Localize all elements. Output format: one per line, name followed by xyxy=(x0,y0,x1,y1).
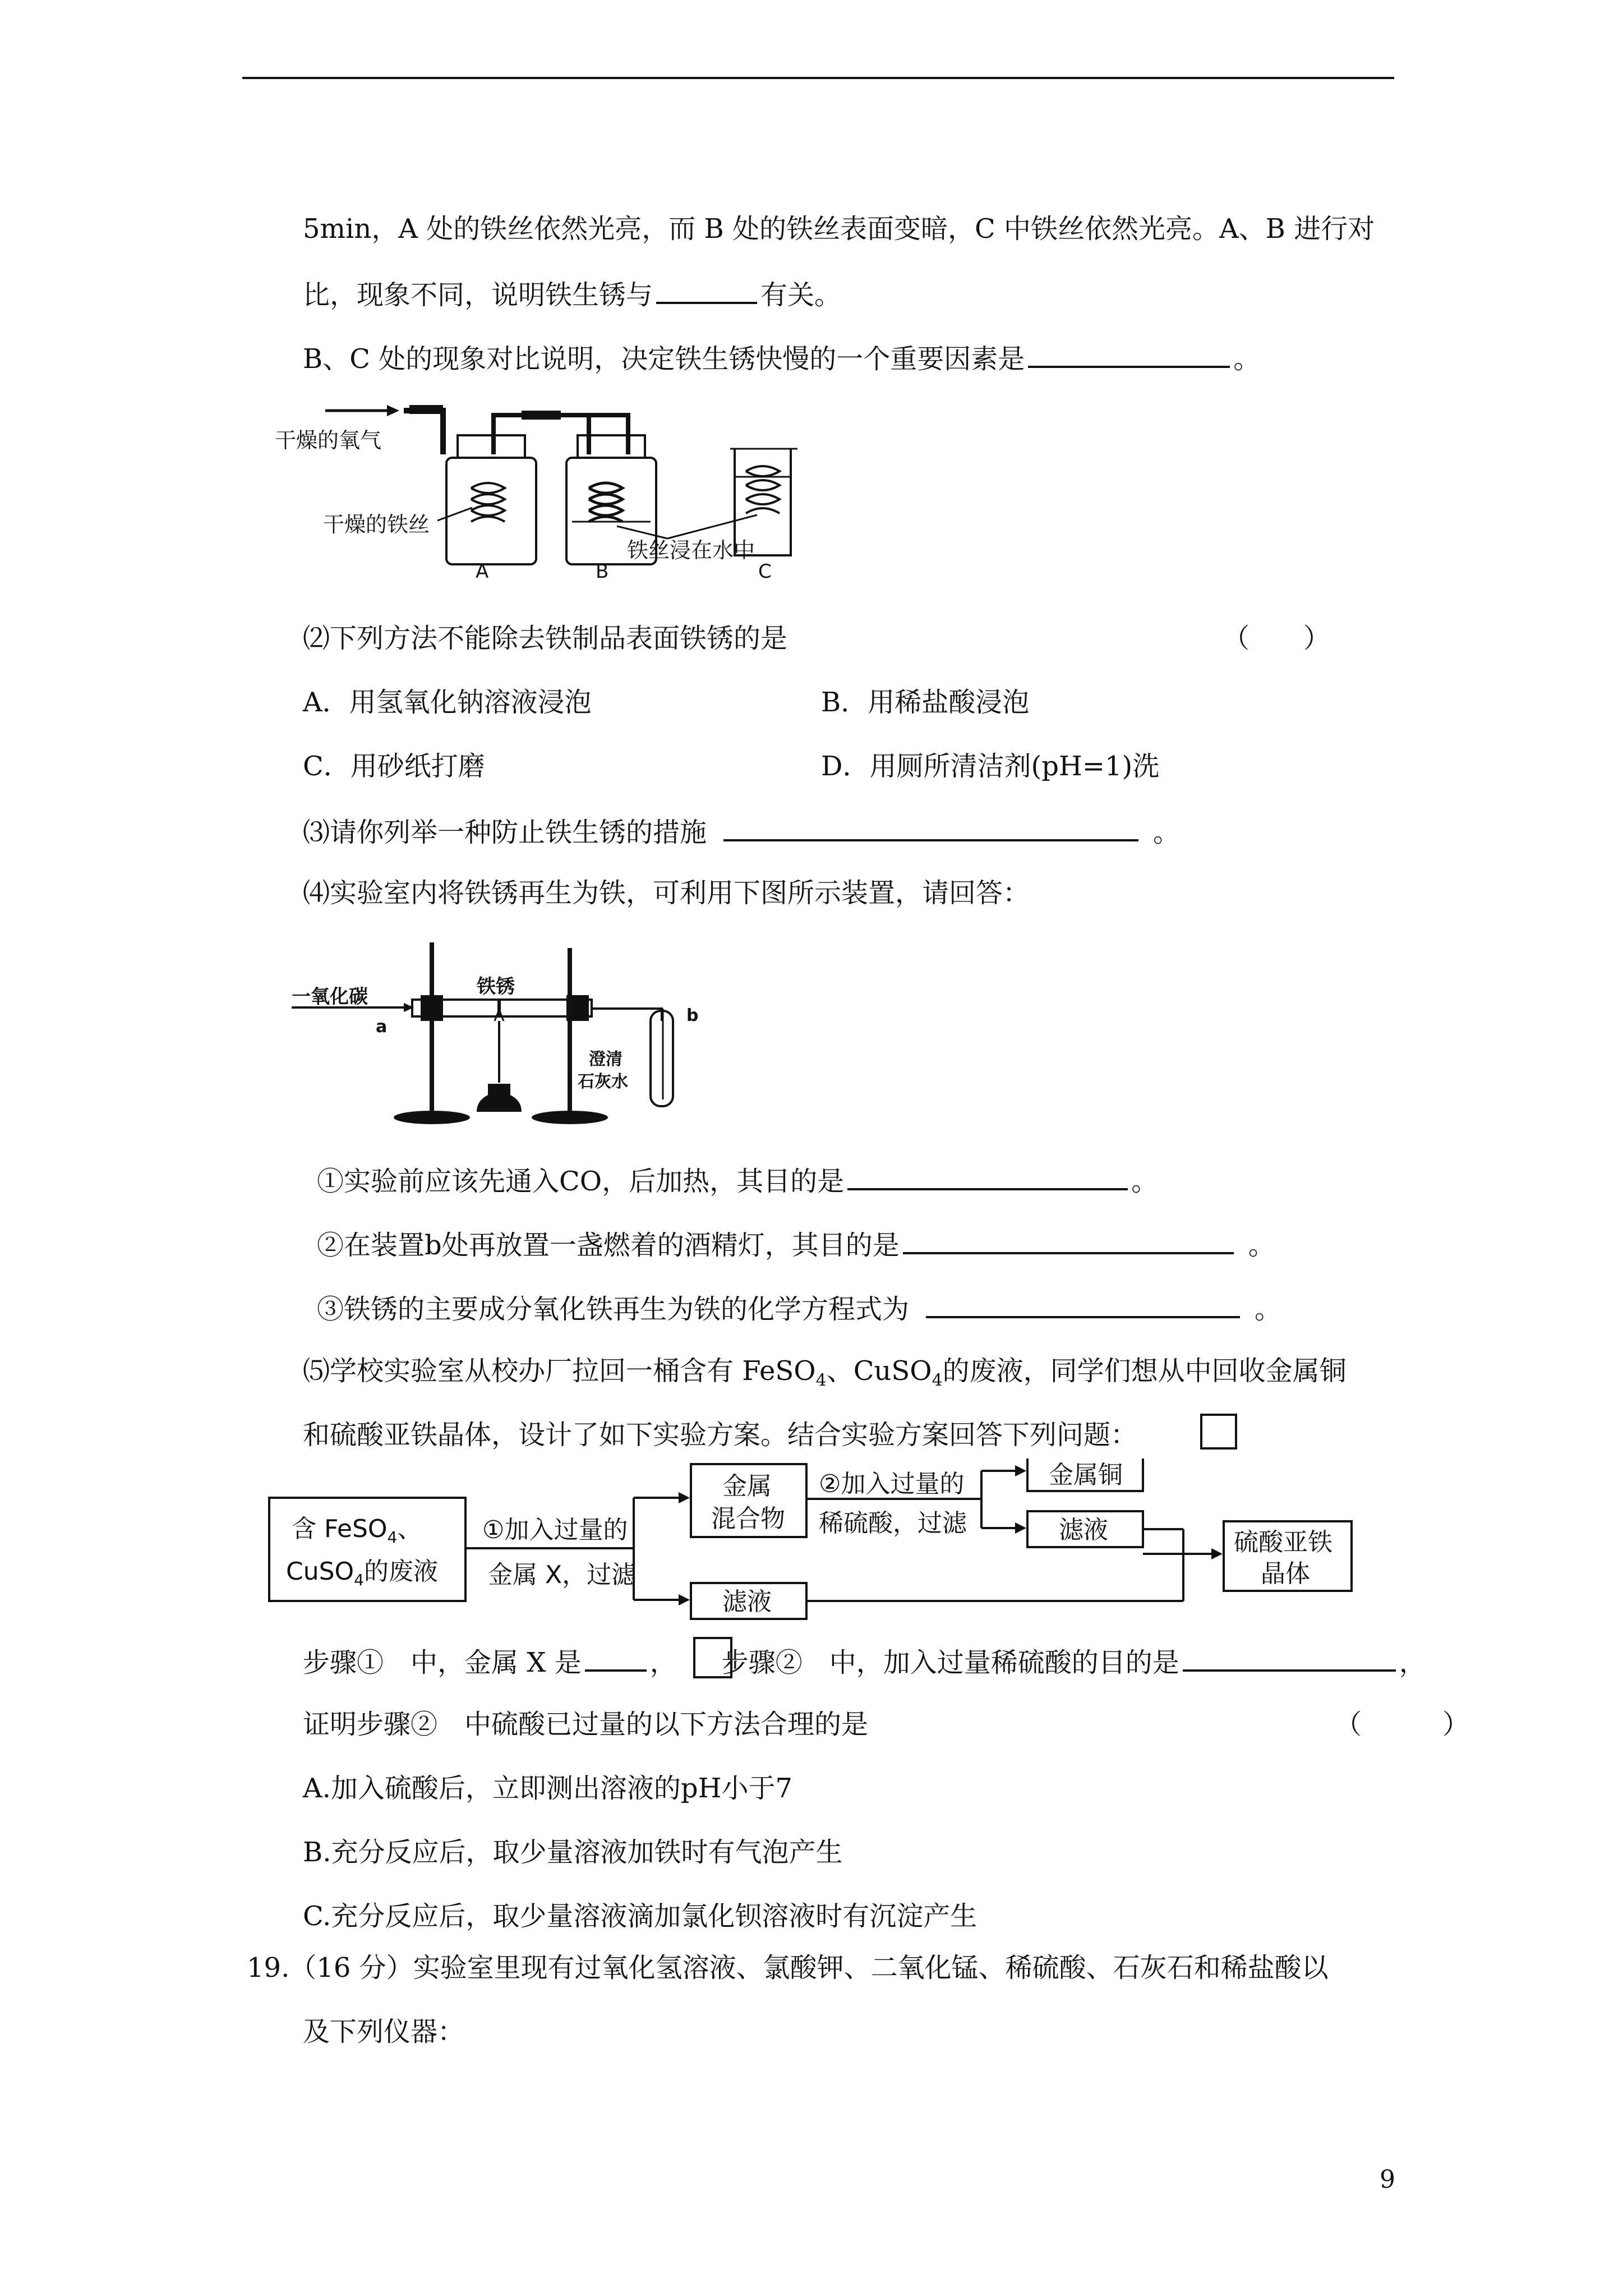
sub-question-3 xyxy=(317,1290,1281,1326)
text-span: 的废液，同学们想从中回收金属铜 xyxy=(942,1355,1347,1387)
box-filtrate-2-label: 滤液 xyxy=(1059,1516,1108,1544)
answer-blank[interactable] xyxy=(1028,340,1230,368)
box-waste-line2: CuSO$_4$的废液 xyxy=(286,1557,438,1589)
text-span: 。 xyxy=(1153,817,1181,848)
para-line-2 xyxy=(303,276,841,312)
arrow-2-label-a: ②加入过量的 xyxy=(819,1470,965,1498)
figure-co-reduction-apparatus xyxy=(292,937,729,1128)
label-B: B xyxy=(596,560,609,583)
question-3 xyxy=(303,813,1180,849)
sub-question-2 xyxy=(317,1226,1275,1262)
answer-blank[interactable] xyxy=(585,1644,647,1672)
para-line-3 xyxy=(303,340,1260,376)
prove-option-a: A.加入硫酸后，立即测出溶液的pH小于7 xyxy=(303,1773,793,1804)
text-span: 步骤① 中，金属 X 是 xyxy=(303,1647,582,1678)
step-line xyxy=(303,1644,1426,1680)
answer-blank[interactable] xyxy=(926,1290,1240,1318)
prove-option-b: B.充分反应后，取少量溶液加铁时有气泡产生 xyxy=(303,1837,843,1868)
text-span: B、C 处的现象对比说明，决定铁生锈快慢的一个重要因素是 xyxy=(303,343,1025,375)
text-span: 。 xyxy=(1255,1294,1282,1325)
box-waste-line1: 含 FeSO$_4$、 xyxy=(292,1515,422,1547)
arrow-1-label-b: 金属 X，过滤 xyxy=(488,1561,637,1589)
flowchart-recovery xyxy=(264,1458,1374,1627)
text-span: ⑶请你列举一种防止铁生锈的措施 xyxy=(303,817,707,848)
label-limewater-2: 石灰水 xyxy=(578,1072,628,1092)
text-span: ， xyxy=(1399,1647,1426,1678)
question-4: ⑷实验室内将铁锈再生为铁，可利用下图所示装置，请回答： xyxy=(303,877,1030,909)
subscript: 4 xyxy=(932,1370,943,1391)
page-number: 9 xyxy=(1380,2165,1395,2194)
box-copper-label: 金属铜 xyxy=(1049,1461,1123,1489)
label-b: b xyxy=(686,1006,699,1025)
label-rust: 铁锈 xyxy=(477,976,515,998)
question-5-line-2: 和硫酸亚铁晶体，设计了如下实验方案。结合实验方案回答下列问题： xyxy=(303,1419,1138,1451)
question-19-line-2: 及下列仪器： xyxy=(303,2016,465,2047)
answer-blank[interactable] xyxy=(656,276,757,304)
label-A: A xyxy=(476,560,489,583)
question-5-line-1 xyxy=(303,1354,1347,1398)
answer-blank[interactable] xyxy=(1183,1644,1396,1672)
box-crystal-line2: 晶体 xyxy=(1261,1559,1310,1588)
question-2: ⑵下列方法不能除去铁制品表面铁锈的是 xyxy=(303,623,788,654)
para-line-1: 5min，A 处的铁丝依然光亮，而 B 处的铁丝表面变暗，C 中铁丝依然光亮。A、B 进行对 xyxy=(303,213,1375,245)
box-metal-mix-line2: 混合物 xyxy=(711,1504,785,1533)
text-span: ②在装置b处再放置一盏燃着的酒精灯，其目的是 xyxy=(317,1230,900,1261)
prove-option-c: C.充分反应后，取少量溶液滴加氯化钡溶液时有沉淀产生 xyxy=(303,1901,978,1932)
checkbox-square[interactable] xyxy=(1200,1414,1237,1450)
answer-blank[interactable] xyxy=(723,813,1138,841)
answer-paren[interactable]: （ ） xyxy=(1223,623,1331,654)
answer-paren[interactable]: （ ） xyxy=(1335,1709,1470,1740)
label-a: a xyxy=(376,1017,388,1037)
text-span: ③铁锈的主要成分氧化铁再生为铁的化学方程式为 xyxy=(317,1294,910,1325)
option-b: B．用稀盐酸浸泡 xyxy=(821,687,1030,718)
text-span: 。 xyxy=(1131,1166,1159,1197)
text-span: ⑸学校实验室从校办厂拉回一桶含有 FeSO xyxy=(303,1355,816,1387)
text-span: ①实验前应该先通入CO，后加热，其目的是 xyxy=(317,1166,845,1197)
header-rule xyxy=(242,77,1394,79)
answer-blank[interactable] xyxy=(847,1162,1128,1190)
label-C: C xyxy=(758,560,772,583)
label-limewater-1: 澄清 xyxy=(589,1050,623,1069)
text-span: 比，现象不同，说明铁生锈与 xyxy=(303,279,653,311)
box-metal-mix-line1: 金属 xyxy=(722,1472,772,1501)
option-a: A．用氢氧化钠溶液浸泡 xyxy=(303,687,592,718)
sub-question-1 xyxy=(317,1162,1158,1198)
option-d: D．用厕所清洁剂(pH=1)洗 xyxy=(821,751,1160,782)
text-span: 步骤② 中，加入过量稀硫酸的目的是 xyxy=(721,1647,1179,1678)
question-19-line-1: 19.（16 分）实验室里现有过氧化氢溶液、氯酸钾、二氧化锰、稀硫酸、石灰石和稀盐酸以 xyxy=(247,1952,1329,1984)
subscript: 4 xyxy=(815,1370,827,1391)
arrow-1-label-a: ①加入过量的 xyxy=(482,1516,628,1544)
prove-question: 证明步骤② 中硫酸已过量的以下方法合理的是 xyxy=(303,1709,869,1740)
box-filtrate-1-label: 滤液 xyxy=(722,1588,772,1616)
text-span: 有关。 xyxy=(760,279,842,311)
text-span: 。 xyxy=(1248,1230,1275,1261)
figure-iron-rust-bottles xyxy=(275,393,847,583)
box-crystal-line1: 硫酸亚铁 xyxy=(1234,1528,1332,1557)
answer-blank[interactable] xyxy=(903,1226,1234,1254)
label-wire-in-water: 铁丝浸在水中 xyxy=(627,538,755,563)
label-co: 一氧化碳 xyxy=(292,986,368,1008)
text-span: 、CuSO xyxy=(826,1355,932,1387)
checkbox-square[interactable] xyxy=(693,1637,732,1678)
option-c: C．用砂纸打磨 xyxy=(303,751,485,782)
text-span: ， xyxy=(649,1647,677,1678)
arrow-2-label-b: 稀硫酸，过滤 xyxy=(819,1509,967,1538)
label-dry-wire: 干燥的铁丝 xyxy=(323,512,430,537)
text-span: 。 xyxy=(1233,343,1261,375)
label-dry-oxygen: 干燥的氧气 xyxy=(275,428,382,453)
